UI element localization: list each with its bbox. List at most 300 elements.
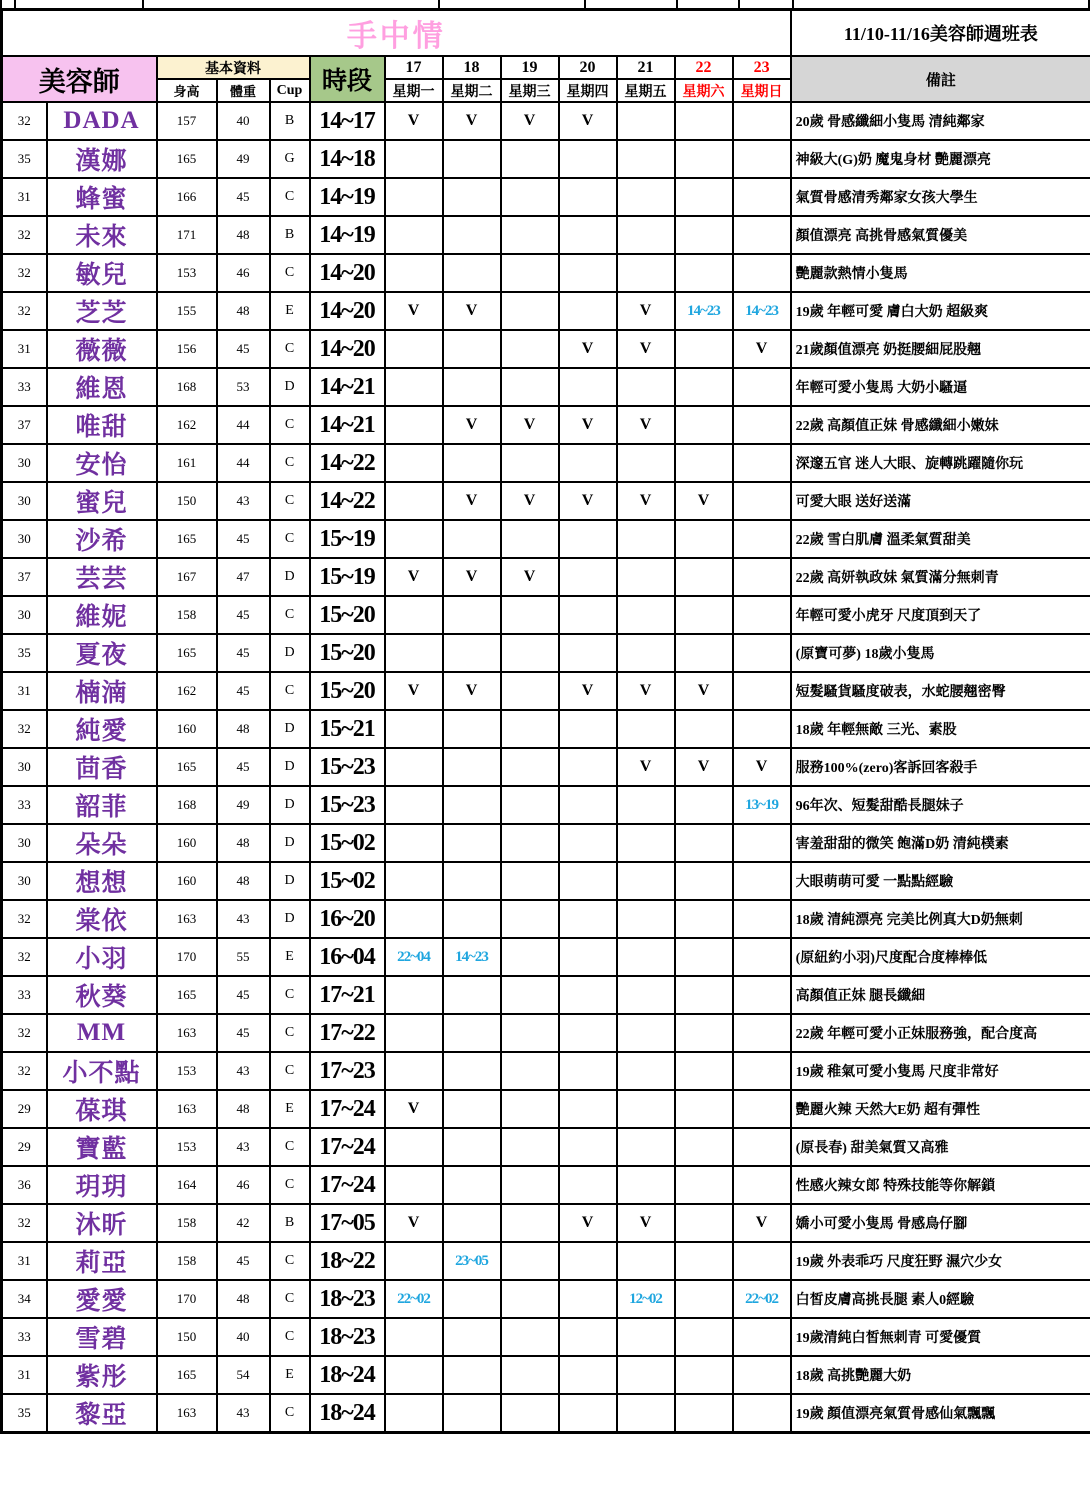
height-cell: 157 — [157, 102, 217, 140]
time-slot-cell: 14~20 — [310, 254, 385, 292]
weight-cell: 43 — [217, 1052, 270, 1090]
schedule-cell — [675, 254, 733, 292]
beautician-name: 小羽 — [47, 938, 157, 976]
weight-cell: 43 — [217, 482, 270, 520]
remark-cell: 害羞甜甜的微笑 飽滿D奶 清純樸素 — [791, 824, 1090, 862]
height-cell: 170 — [157, 1280, 217, 1318]
weight-cell: 45 — [217, 596, 270, 634]
beautician-name: 純愛 — [47, 710, 157, 748]
schedule-cell — [443, 1166, 501, 1204]
schedule-cell — [617, 558, 675, 596]
time-slot-cell: 15~23 — [310, 748, 385, 786]
time-slot-cell: 15~02 — [310, 862, 385, 900]
cup-cell: D — [270, 824, 310, 862]
table-row — [2, 976, 1090, 1014]
remark-cell: (原寶可夢) 18歲小隻馬 — [791, 634, 1090, 672]
schedule-cell — [733, 140, 791, 178]
cup-cell: D — [270, 368, 310, 406]
weight-cell: 48 — [217, 1090, 270, 1128]
schedule-cell — [385, 216, 443, 254]
schedule-cell — [443, 1318, 501, 1356]
weight-cell: 43 — [217, 1128, 270, 1166]
time-slot-cell: 17~22 — [310, 1014, 385, 1052]
schedule-cell — [385, 1356, 443, 1394]
table-row — [2, 520, 1090, 558]
schedule-cell: V — [443, 672, 501, 710]
cup-cell: C — [270, 976, 310, 1014]
table-row — [2, 1318, 1090, 1356]
cup-cell: C — [270, 330, 310, 368]
weight-cell: 45 — [217, 1014, 270, 1052]
schedule-cell — [443, 596, 501, 634]
age-cell: 30 — [2, 520, 47, 558]
schedule-cell — [733, 976, 791, 1014]
time-slot-cell: 15~02 — [310, 824, 385, 862]
weight-cell: 48 — [217, 710, 270, 748]
time-slot-cell: 17~23 — [310, 1052, 385, 1090]
beautician-name: 唯甜 — [47, 406, 157, 444]
height-cell: 163 — [157, 900, 217, 938]
schedule-cell — [617, 938, 675, 976]
time-slot-cell: 14~21 — [310, 406, 385, 444]
schedule-cell — [675, 1280, 733, 1318]
schedule-cell — [443, 976, 501, 1014]
schedule-cell — [501, 862, 559, 900]
schedule-cell — [443, 140, 501, 178]
weight-cell: 46 — [217, 1166, 270, 1204]
schedule-cell: 14~23 — [733, 292, 791, 330]
schedule-cell: V — [617, 292, 675, 330]
age-cell: 32 — [2, 1014, 47, 1052]
schedule-cell — [385, 140, 443, 178]
schedule-cell — [443, 216, 501, 254]
weight-cell: 43 — [217, 1394, 270, 1433]
height-cell: 153 — [157, 254, 217, 292]
schedule-cell — [675, 1318, 733, 1356]
schedule-cell — [385, 634, 443, 672]
schedule-cell — [617, 1394, 675, 1433]
schedule-cell — [501, 900, 559, 938]
weight-cell: 45 — [217, 520, 270, 558]
schedule-cell: V — [675, 748, 733, 786]
time-slot-cell: 15~20 — [310, 634, 385, 672]
schedule-cell — [501, 1128, 559, 1166]
table-row — [2, 596, 1090, 634]
cup-cell: D — [270, 786, 310, 824]
schedule-cell — [733, 558, 791, 596]
schedule-cell — [443, 330, 501, 368]
schedule-cell — [501, 1394, 559, 1433]
height-cell: 160 — [157, 824, 217, 862]
schedule-cell — [559, 976, 617, 1014]
schedule-cell: V — [501, 406, 559, 444]
schedule-cell — [559, 1014, 617, 1052]
schedule-cell — [501, 976, 559, 1014]
schedule-cell — [385, 254, 443, 292]
height-cell: 165 — [157, 140, 217, 178]
schedule-cell: V — [501, 482, 559, 520]
schedule-cell — [617, 520, 675, 558]
schedule-cell — [617, 368, 675, 406]
schedule-cell: V — [559, 1204, 617, 1242]
schedule-cell — [675, 1090, 733, 1128]
beautician-name: 維恩 — [47, 368, 157, 406]
age-cell: 32 — [2, 254, 47, 292]
cup-cell: D — [270, 634, 310, 672]
schedule-cell — [501, 1242, 559, 1280]
schedule-cell — [675, 1052, 733, 1090]
age-cell: 29 — [2, 1128, 47, 1166]
height-cell: 158 — [157, 1204, 217, 1242]
schedule-cell — [501, 1204, 559, 1242]
beautician-name: 漢娜 — [47, 140, 157, 178]
time-slot-cell: 14~18 — [310, 140, 385, 178]
weight-cell: 48 — [217, 1280, 270, 1318]
schedule-cell — [501, 938, 559, 976]
col-header-weekday-wed: 星期三 — [501, 79, 559, 102]
table-row — [2, 444, 1090, 482]
cup-cell: C — [270, 1394, 310, 1433]
schedule-cell — [443, 824, 501, 862]
time-slot-cell: 17~21 — [310, 976, 385, 1014]
schedule-cell — [733, 1394, 791, 1433]
schedule-cell — [617, 444, 675, 482]
age-cell: 32 — [2, 292, 47, 330]
remark-cell: 短髮騷貨騷度破表，水蛇腰翹密臀 — [791, 672, 1090, 710]
schedule-cell — [501, 710, 559, 748]
time-slot-cell: 14~19 — [310, 178, 385, 216]
schedule-cell — [385, 482, 443, 520]
beautician-name: 棠依 — [47, 900, 157, 938]
schedule-cell — [501, 1166, 559, 1204]
beautician-name: 蜜兒 — [47, 482, 157, 520]
schedule-cell — [385, 178, 443, 216]
remark-cell: 深邃五官 迷人大眼、旋轉跳躍隨你玩 — [791, 444, 1090, 482]
schedule-cell — [385, 824, 443, 862]
schedule-cell — [617, 976, 675, 1014]
height-cell: 162 — [157, 406, 217, 444]
schedule-cell — [385, 900, 443, 938]
schedule-cell — [501, 292, 559, 330]
weight-cell: 47 — [217, 558, 270, 596]
schedule-cell — [617, 1318, 675, 1356]
schedule-cell — [559, 520, 617, 558]
remark-cell: 神級大(G)奶 魔鬼身材 艷麗漂亮 — [791, 140, 1090, 178]
schedule-cell — [559, 444, 617, 482]
col-header-date-thu: 20 — [559, 56, 617, 79]
time-slot-cell: 16~04 — [310, 938, 385, 976]
schedule-cell — [501, 254, 559, 292]
schedule-cell: V — [443, 482, 501, 520]
schedule-cell — [617, 1166, 675, 1204]
schedule-cell — [559, 824, 617, 862]
schedule-cell — [733, 368, 791, 406]
height-cell: 165 — [157, 976, 217, 1014]
schedule-cell: V — [733, 1204, 791, 1242]
age-cell: 32 — [2, 1052, 47, 1090]
time-slot-cell: 14~20 — [310, 292, 385, 330]
schedule-cell — [501, 748, 559, 786]
age-cell: 33 — [2, 1318, 47, 1356]
height-cell: 166 — [157, 178, 217, 216]
schedule-cell — [385, 1128, 443, 1166]
schedule-cell — [559, 292, 617, 330]
schedule-cell — [443, 1014, 501, 1052]
schedule-cell — [675, 520, 733, 558]
beautician-name: 韶菲 — [47, 786, 157, 824]
beautician-name: 茴香 — [47, 748, 157, 786]
schedule-cell — [617, 216, 675, 254]
schedule-cell: 22~02 — [385, 1280, 443, 1318]
schedule-cell — [443, 1052, 501, 1090]
schedule-cell — [559, 596, 617, 634]
weight-cell: 45 — [217, 672, 270, 710]
time-slot-cell: 15~20 — [310, 596, 385, 634]
beautician-name: 芸芸 — [47, 558, 157, 596]
schedule-cell — [501, 140, 559, 178]
table-row — [2, 368, 1090, 406]
schedule-cell: V — [501, 558, 559, 596]
remark-cell: 19歲 顏值漂亮氣質骨感仙氣飄飄 — [791, 1394, 1090, 1433]
schedule-cell — [733, 1014, 791, 1052]
schedule-cell — [559, 1356, 617, 1394]
cup-cell: C — [270, 520, 310, 558]
cup-cell: E — [270, 1090, 310, 1128]
schedule-cell — [501, 444, 559, 482]
schedule-cell: V — [733, 330, 791, 368]
schedule-cell: V — [443, 102, 501, 140]
schedule-cell — [501, 368, 559, 406]
table-row — [2, 1394, 1090, 1433]
beautician-name: 秋葵 — [47, 976, 157, 1014]
height-cell: 153 — [157, 1128, 217, 1166]
height-cell: 160 — [157, 710, 217, 748]
schedule-cell — [559, 1280, 617, 1318]
schedule-cell — [559, 1242, 617, 1280]
schedule-cell — [733, 1090, 791, 1128]
schedule-cell — [559, 786, 617, 824]
col-header-weekday-tue: 星期二 — [443, 79, 501, 102]
schedule-cell — [675, 1128, 733, 1166]
beautician-name: DADA — [47, 102, 157, 140]
remark-cell: 22歲 年輕可愛小正妹服務強，配合度高 — [791, 1014, 1090, 1052]
height-cell: 155 — [157, 292, 217, 330]
cup-cell: C — [270, 406, 310, 444]
age-cell: 31 — [2, 1242, 47, 1280]
schedule-cell — [617, 102, 675, 140]
cup-cell: C — [270, 1128, 310, 1166]
table-row — [2, 1052, 1090, 1090]
schedule-cell — [443, 1204, 501, 1242]
schedule-cell — [733, 406, 791, 444]
col-header-date-fri: 21 — [617, 56, 675, 79]
schedule-cell: V — [559, 672, 617, 710]
height-cell: 162 — [157, 672, 217, 710]
table-row — [2, 938, 1090, 976]
schedule-cell — [385, 520, 443, 558]
age-cell: 32 — [2, 938, 47, 976]
schedule-cell — [733, 482, 791, 520]
schedule-cell — [675, 406, 733, 444]
height-cell: 171 — [157, 216, 217, 254]
schedule-cell — [559, 140, 617, 178]
schedule-cell — [443, 254, 501, 292]
cup-cell: C — [270, 444, 310, 482]
table-row — [2, 102, 1090, 140]
beautician-name: 維妮 — [47, 596, 157, 634]
schedule-cell — [501, 1090, 559, 1128]
time-slot-cell: 17~24 — [310, 1166, 385, 1204]
time-slot-cell: 14~22 — [310, 444, 385, 482]
beautician-name: 夏夜 — [47, 634, 157, 672]
remark-cell: 高顏值正妹 腿長纖細 — [791, 976, 1090, 1014]
schedule-cell: 12~02 — [617, 1280, 675, 1318]
schedule-cell — [675, 900, 733, 938]
schedule-cell: V — [559, 406, 617, 444]
schedule-cell — [733, 102, 791, 140]
cup-cell: C — [270, 1242, 310, 1280]
schedule-cell — [617, 1242, 675, 1280]
schedule-cell — [501, 1280, 559, 1318]
schedule-cell — [617, 140, 675, 178]
cup-cell: D — [270, 710, 310, 748]
schedule-cell — [501, 1014, 559, 1052]
height-cell: 165 — [157, 634, 217, 672]
schedule-cell — [443, 178, 501, 216]
col-header-time-slot: 時段 — [310, 56, 385, 102]
schedule-cell — [675, 1166, 733, 1204]
age-cell: 29 — [2, 1090, 47, 1128]
table-row — [2, 330, 1090, 368]
height-cell: 150 — [157, 482, 217, 520]
beautician-name: 沐昕 — [47, 1204, 157, 1242]
remark-cell: 19歲 年輕可愛 膚白大奶 超級爽 — [791, 292, 1090, 330]
remark-cell: 年輕可愛小虎牙 尺度頂到天了 — [791, 596, 1090, 634]
cup-cell: C — [270, 672, 310, 710]
height-cell: 165 — [157, 520, 217, 558]
schedule-cell — [443, 900, 501, 938]
beautician-name: 小不點 — [47, 1052, 157, 1090]
schedule-cell — [733, 824, 791, 862]
cup-cell: G — [270, 140, 310, 178]
schedule-cell — [675, 1356, 733, 1394]
height-cell: 163 — [157, 1014, 217, 1052]
cropped-row-top — [0, 0, 1090, 8]
col-header-weekday-sun: 星期日 — [733, 79, 791, 102]
beautician-name: 紫彤 — [47, 1356, 157, 1394]
schedule-cell: V — [675, 672, 733, 710]
age-cell: 30 — [2, 824, 47, 862]
schedule-cell — [675, 976, 733, 1014]
weight-cell: 48 — [217, 292, 270, 330]
table-row — [2, 1280, 1090, 1318]
age-cell: 37 — [2, 558, 47, 596]
table-row — [2, 1204, 1090, 1242]
height-cell: 165 — [157, 1356, 217, 1394]
cup-cell: D — [270, 862, 310, 900]
remark-cell: (原長春) 甜美氣質又高雅 — [791, 1128, 1090, 1166]
beautician-name: 莉亞 — [47, 1242, 157, 1280]
table-row — [2, 1356, 1090, 1394]
schedule-cell — [617, 710, 675, 748]
height-cell: 163 — [157, 1394, 217, 1433]
table-row — [2, 1128, 1090, 1166]
schedule-cell — [617, 1128, 675, 1166]
weight-cell: 54 — [217, 1356, 270, 1394]
schedule-cell — [385, 976, 443, 1014]
schedule-cell — [617, 900, 675, 938]
beautician-name: 想想 — [47, 862, 157, 900]
weight-cell: 48 — [217, 862, 270, 900]
table-row — [2, 1242, 1090, 1280]
time-slot-cell: 15~21 — [310, 710, 385, 748]
schedule-cell: V — [385, 672, 443, 710]
schedule-cell: 23~05 — [443, 1242, 501, 1280]
time-slot-cell: 17~24 — [310, 1090, 385, 1128]
remark-cell: 18歲 年輕無敵 三光、素股 — [791, 710, 1090, 748]
beautician-name: 薇薇 — [47, 330, 157, 368]
col-header-weekday-fri: 星期五 — [617, 79, 675, 102]
schedule-cell — [559, 1318, 617, 1356]
time-slot-cell: 17~24 — [310, 1128, 385, 1166]
weight-cell: 45 — [217, 634, 270, 672]
remark-cell: 18歲 高挑艷麗大奶 — [791, 1356, 1090, 1394]
remark-cell: 可愛大眼 送好送滿 — [791, 482, 1090, 520]
age-cell: 35 — [2, 140, 47, 178]
cup-cell: B — [270, 1204, 310, 1242]
height-cell: 150 — [157, 1318, 217, 1356]
schedule-cell — [501, 216, 559, 254]
schedule-cell — [559, 900, 617, 938]
schedule-cell — [675, 786, 733, 824]
col-header-weekday-thu: 星期四 — [559, 79, 617, 102]
schedule-cell: V — [675, 482, 733, 520]
schedule-cell: V — [617, 748, 675, 786]
remark-cell: 嬌小可愛小隻馬 骨感鳥仔腳 — [791, 1204, 1090, 1242]
age-cell: 31 — [2, 178, 47, 216]
weight-cell: 48 — [217, 824, 270, 862]
table-row — [2, 216, 1090, 254]
weight-cell: 46 — [217, 254, 270, 292]
schedule-cell: V — [617, 406, 675, 444]
weight-cell: 40 — [217, 1318, 270, 1356]
age-cell: 32 — [2, 710, 47, 748]
weight-cell: 45 — [217, 178, 270, 216]
weight-cell: 43 — [217, 900, 270, 938]
cup-cell: D — [270, 900, 310, 938]
schedule-cell — [675, 102, 733, 140]
schedule-cell: V — [385, 292, 443, 330]
schedule-cell — [733, 710, 791, 748]
weight-cell: 44 — [217, 406, 270, 444]
height-cell: 170 — [157, 938, 217, 976]
height-cell: 160 — [157, 862, 217, 900]
col-header-basic-info: 基本資料 — [157, 56, 310, 79]
remark-cell: 21歲顏值漂亮 奶挺腰細屁股翹 — [791, 330, 1090, 368]
schedule-cell — [617, 1090, 675, 1128]
schedule-cell — [559, 1090, 617, 1128]
schedule-cell — [443, 368, 501, 406]
schedule-cell — [675, 330, 733, 368]
weight-cell: 45 — [217, 748, 270, 786]
schedule-cell: V — [617, 330, 675, 368]
height-cell: 165 — [157, 748, 217, 786]
schedule-cell — [733, 1242, 791, 1280]
remark-cell: 19歲 稚氣可愛小隻馬 尺度非常好 — [791, 1052, 1090, 1090]
schedule-cell — [443, 1394, 501, 1433]
schedule-cell — [617, 786, 675, 824]
beautician-name: 黎亞 — [47, 1394, 157, 1433]
